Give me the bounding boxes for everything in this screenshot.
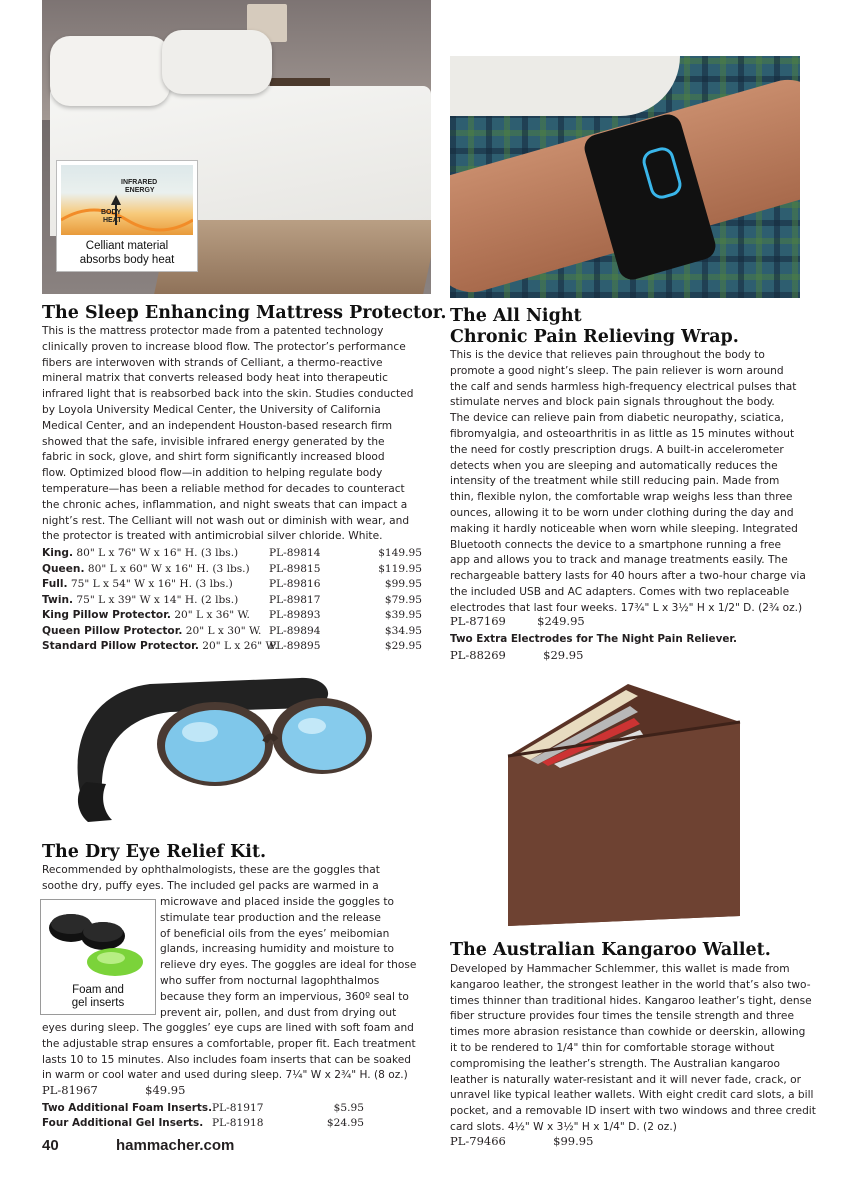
extra-electrodes-order-line — [450, 648, 583, 662]
wallet-order-line — [450, 1134, 593, 1148]
text-line: unravel like typical leather wallets. With eight credit card slots, a bill — [450, 1089, 814, 1102]
dry-eye-description-side — [160, 895, 417, 1021]
inset-label: INFRARED — [121, 179, 158, 186]
size-name: Standard Pillow Protector. — [42, 640, 199, 652]
text-line: fabric in sock, glove, and shirt form significantly increased blood — [42, 451, 385, 464]
inset-label: ENERGY — [125, 187, 155, 194]
size-description — [42, 608, 250, 624]
price: $34.95 — [384, 624, 422, 637]
page-number: 40 — [42, 1137, 59, 1154]
text-line: soothe dry, puffy eyes. The included gel packs are warmed in a — [42, 879, 379, 892]
extra-name: Four Additional Gel Inserts. — [42, 1117, 204, 1129]
celliant-inset — [56, 160, 198, 272]
size-name: Queen. — [42, 562, 85, 575]
extra-electrodes-price: $29.95 — [543, 648, 584, 662]
price-row — [42, 639, 422, 654]
dry-eye-description-bottom — [42, 1021, 416, 1084]
text-line: fibers are interwoven with strands of Celliant, a thermo-reactive — [42, 356, 383, 369]
size-description — [42, 593, 238, 609]
sku: PL-89895 — [269, 640, 321, 652]
caption-line: absorbs body heat — [79, 254, 175, 266]
text-line: lasts 10 to 15 minutes. Also includes foam inserts that can be soaked — [42, 1053, 411, 1066]
text-line: app and allows you to track and manage treatments easily. The — [450, 554, 788, 567]
text-line: the chronic aches, inflammation, and night sweats that can impact a — [42, 498, 408, 511]
size-dims: 20" L x 30" W. — [182, 624, 262, 637]
text-line: the need for costly prescription drugs. A built-in accelerometer — [450, 443, 784, 456]
text-line: This is the device that relieves pain throughout the body to — [450, 349, 765, 361]
wrap-description — [450, 348, 806, 617]
text-line: the calf and sends harmless high-frequency electrical pulses that — [450, 380, 797, 393]
wrap-title-line-2: Chronic Pain Relieving Wrap. — [450, 327, 739, 347]
mattress-protector-photo — [42, 0, 431, 294]
wallet-sku: PL-79466 — [450, 1134, 506, 1148]
kangaroo-wallet-photo — [478, 676, 758, 936]
text-line: fibromyalgia, and osteoarthritis in as little as 15 minutes without — [450, 427, 795, 440]
wallet-title: The Australian Kangaroo Wallet. — [450, 940, 771, 960]
text-line: leather is naturally water-resistant and it will never fade, crack, or — [450, 1073, 801, 1086]
size-name: King. — [42, 547, 73, 559]
dry-eye-price: $49.95 — [145, 1083, 186, 1097]
text-line: the included USB and AC adapters. Comes with two replaceable — [450, 585, 790, 598]
text-line: times more abrasion resistance than cowhide or deerskin, allowing — [450, 1026, 806, 1039]
size-description — [42, 639, 278, 655]
size-name: Queen Pillow Protector. — [42, 624, 183, 637]
dry-eye-title: The Dry Eye Relief Kit. — [42, 842, 267, 862]
sku: PL-89816 — [269, 578, 321, 590]
infrared-diagram — [61, 165, 193, 235]
text-line: pocket, and a removable ID insert with two windows and three credit — [450, 1105, 816, 1118]
wrap-sku: PL-87169 — [450, 614, 506, 628]
text-line: because they form an impervious, 360º seal to — [160, 990, 409, 1003]
text-line: promote a good night’s sleep. The pain reliever is worn around — [450, 364, 784, 377]
price: $29.95 — [384, 640, 422, 652]
text-line: in warm or cool water and used during sleep. 7¼" W x 2¾" H. (8 oz.) — [42, 1069, 408, 1082]
site-url[interactable]: hammacher.com — [116, 1137, 235, 1154]
extra-name: Two Additional Foam Inserts. — [42, 1102, 213, 1114]
inset-caption — [41, 984, 155, 1010]
wrap-order-line — [450, 614, 585, 628]
sku: PL-81918 — [212, 1117, 264, 1129]
inset-label: BODY — [101, 209, 122, 216]
text-line: electrodes that last four weeks. 17¾" L x 3½" H x 1/2" D. (2¾ oz.) — [450, 601, 803, 614]
text-line: times thinner than traditional hides. Kangaroo leather’s tight, dense — [450, 994, 812, 1007]
text-line: stimulate tear production and the release — [160, 911, 381, 924]
text-line: relieve dry eyes. The goggles are ideal for those — [160, 959, 417, 972]
text-line: clinically proven to increase blood flow. The protector’s performance — [42, 340, 406, 353]
size-dims: 80" L x 76" W x 16" H. (3 lbs.) — [73, 547, 239, 559]
text-line: microwave and placed inside the goggles to — [160, 896, 395, 908]
price: $39.95 — [384, 609, 422, 621]
text-line: Bluetooth connects the device to a smartphone running a free — [450, 538, 782, 551]
text-line: Recommended by ophthalmologists, these are the goggles that — [42, 864, 380, 876]
sku: PL-89814 — [269, 547, 321, 559]
size-name: Full. — [42, 578, 68, 590]
text-line: ounces, allowing it to be worn under clothing during the day and — [450, 506, 794, 519]
sku: PL-89815 — [269, 562, 321, 575]
pain-wrap-photo — [450, 56, 800, 298]
sku: PL-89894 — [269, 624, 321, 637]
text-line: Developed by Hammacher Schlemmer, this wallet is made from — [450, 963, 790, 975]
caption-line: Foam and — [72, 984, 124, 996]
pillow — [162, 30, 272, 94]
text-line: glands, increasing humidity and moisture to — [160, 943, 394, 956]
text-line: it to be rendered to 1/4" thin for comfortable storage without — [450, 1041, 775, 1054]
text-line: eyes during sleep. The goggles’ eye cups are lined with soft foam and — [42, 1022, 414, 1034]
text-line: temperature—has been a reliable method for decades to counteract — [42, 482, 405, 495]
caption-line: Celliant material — [85, 240, 169, 252]
wrap-price: $249.95 — [537, 614, 585, 628]
text-line: making it hardly noticeable when worn while sleeping. Integrated — [450, 522, 798, 535]
text-line: The device can relieve pain from diabetic neuropathy, sciatica, — [450, 412, 784, 425]
price: $119.95 — [378, 562, 422, 575]
sheet — [450, 56, 680, 116]
price-row — [42, 546, 422, 561]
size-dims: 75" L x 54" W x 16" H. (3 lbs.) — [67, 578, 233, 590]
inset-caption — [57, 239, 197, 267]
sku: PL-81917 — [212, 1102, 264, 1114]
text-line: flow. Optimized blood flow—in addition to helping regulate body — [42, 467, 383, 480]
pillow — [50, 36, 170, 106]
price: $79.95 — [384, 593, 422, 606]
price-row — [42, 562, 422, 577]
size-description — [42, 546, 238, 562]
text-line: thin, flexible nylon, the comfortable wrap weighs less than three — [450, 491, 793, 504]
mattress-description — [42, 324, 434, 545]
wrap-title-line-1: The All Night — [450, 306, 582, 326]
text-line: rechargeable battery lasts for 40 hours after a two-hour charge via — [450, 570, 806, 583]
text-line: by Loyola University Medical Center, the University of California — [42, 403, 381, 416]
text-line: fiber structure provides four times the tensile strength and three — [450, 1010, 794, 1023]
text-line: the protector is treated with antimicrobial silver chloride. White. — [42, 530, 383, 543]
wallet-description — [450, 962, 816, 1136]
price-row — [42, 1101, 364, 1116]
text-line: compromising the leather’s strength. The Australian kangaroo — [450, 1057, 781, 1070]
text-line: night’s rest. The Celliant will not wash out or diminish with wear, and — [42, 514, 410, 527]
size-dims: 75" L x 39" W x 14" H. (2 lbs.) — [73, 593, 239, 606]
price-row — [42, 577, 422, 592]
text-line: Medical Center, and an independent Houston-based research firm — [42, 419, 393, 432]
inset-label: HEAT — [103, 217, 122, 224]
price-row — [42, 1116, 364, 1131]
text-line: kangaroo leather, the strongest leather in the world that’s also two- — [450, 978, 811, 991]
mattress-title: The Sleep Enhancing Mattress Protector. — [42, 303, 447, 323]
text-line: prevent air, pollen, and dust from drying out — [160, 1006, 397, 1019]
price: $24.95 — [326, 1117, 364, 1129]
price-row — [42, 608, 422, 623]
text-line: the adjustable strap ensures a comfortable, proper fit. Each treatment — [42, 1037, 416, 1050]
price: $5.95 — [333, 1102, 364, 1114]
extra-electrodes-title: Two Extra Electrodes for The Night Pain Reliever. — [450, 633, 737, 645]
price-row — [42, 593, 422, 608]
size-name: Twin. — [42, 593, 74, 606]
text-line: mineral matrix that converts released body heat into therapeutic — [42, 372, 388, 385]
size-dims: 20" L x 26" W. — [198, 640, 278, 652]
foam-gel-inset — [40, 899, 156, 1015]
price-row — [42, 624, 422, 639]
size-dims: 80" L x 60" W x 16" H. (3 lbs.) — [84, 562, 250, 575]
size-description — [42, 577, 233, 593]
text-line: detects when you are sleeping and automatically reduces the — [450, 459, 778, 472]
size-dims: 20" L x 36" W. — [170, 609, 250, 621]
sku: PL-89817 — [269, 593, 321, 606]
text-line: infrared light that is reabsorbed back into the skin. Studies conducted — [42, 388, 414, 401]
dry-eye-description-top — [42, 863, 402, 895]
size-description — [42, 624, 261, 640]
caption-line: gel inserts — [71, 997, 125, 1009]
dry-eye-goggles-photo — [60, 672, 400, 832]
dry-eye-order-line — [42, 1083, 185, 1097]
price: $149.95 — [378, 547, 422, 559]
text-line: intensity of the treatment while still reducing pain. Made from — [450, 475, 780, 488]
size-name: King Pillow Protector. — [42, 609, 171, 621]
text-line: of beneficial oils from the eyes’ meibomian — [160, 927, 390, 940]
dry-eye-sku: PL-81967 — [42, 1083, 98, 1097]
sku: PL-89893 — [269, 609, 321, 621]
wallet-price: $99.95 — [553, 1134, 594, 1148]
extra-electrodes-sku: PL-88269 — [450, 648, 506, 662]
text-line: stimulate nerves and block pain signals throughout the body. — [450, 396, 775, 409]
text-line: This is the mattress protector made from a patented technology — [42, 325, 384, 337]
text-line: card slots. 4½" W x 3½" H x 1/4" D. (2 oz.) — [450, 1120, 677, 1133]
text-line: showed that the safe, invisible infrared energy generated by the — [42, 435, 385, 448]
size-description — [42, 562, 250, 578]
price: $99.95 — [384, 578, 422, 590]
text-line: who suffer from nocturnal lagophthalmos — [160, 974, 380, 987]
